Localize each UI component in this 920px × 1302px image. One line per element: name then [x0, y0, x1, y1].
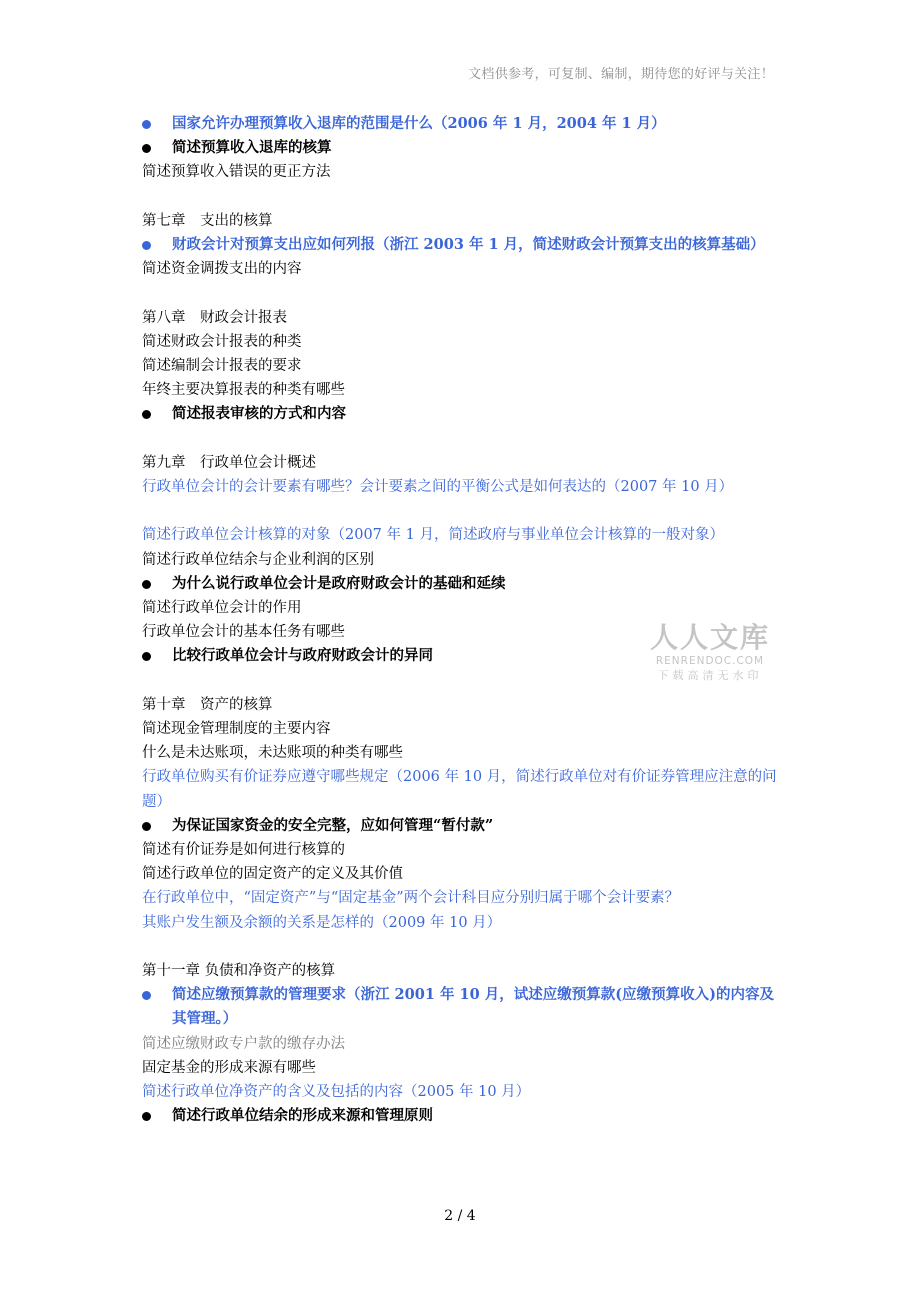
bullet-icon [142, 410, 151, 419]
list-item: 为什么说行政单位会计是政府财政会计的基础和延续 [142, 572, 782, 596]
chapter-heading: 第七章 支出的核算 [142, 212, 273, 229]
chapter-heading: 第九章 行政单位会计概述 [142, 454, 316, 471]
page-number: 2 / 4 [444, 1208, 476, 1224]
list-item: 简述行政单位净资产的含义及包括的内容（2005 年 10 月） [142, 1084, 531, 1101]
list-item: 简述有价证券是如何进行核算的 [142, 842, 345, 859]
list-item: 行政单位会计的基本任务有哪些 [142, 624, 345, 641]
watermark-url: RENRENDOC.COM [655, 655, 765, 667]
list-item: 简述现金管理制度的主要内容 [142, 721, 331, 737]
list-item: 简述行政单位结余的形成来源和管理原则 [142, 1104, 782, 1128]
list-item: 简述应缴预算款的管理要求（浙江 2001 年 10 月，试述应缴预算款(应缴预算收入)的内容及其管理。） [142, 983, 782, 1031]
watermark-subtitle: 下载高清无水印 [657, 669, 763, 682]
list-item: 行政单位会计的会计要素有哪些？会计要素之间的平衡公式是如何表达的（2007 年 10 月） [142, 479, 734, 495]
bullet-icon [142, 144, 151, 153]
list-item: 财政会计对预算支出应如何列报（浙江 2003 年 1 月，简述财政会计预算支出的核算基础） [142, 233, 782, 257]
bullet-icon [142, 241, 151, 250]
list-item: 简述应缴财政专户款的缴存办法 [142, 1035, 345, 1052]
list-item: 简述行政单位会计核算的对象（2007 年 1 月，简述政府与事业单位会计核算的一般对象） [142, 527, 724, 544]
chapter-heading: 第八章 财政会计报表 [142, 309, 287, 326]
watermark-logo [648, 622, 772, 684]
list-item: 简述预算收入退库的核算 [142, 136, 782, 160]
list-item: 在行政单位中，“固定资产”与“固定基金”两个会计科目应分别归属于哪个会计要素？ [142, 890, 680, 907]
list-item: 简述编制会计报表的要求 [142, 358, 302, 374]
chapter-heading: 第十一章 负债和净资产的核算 [142, 963, 336, 980]
header-note: 文档供参考，可复制、编制，期待您的好评与关注！ [468, 67, 774, 82]
list-item: 简述行政单位结余与企业利润的区别 [142, 551, 374, 568]
list-item: 年终主要决算报表的种类有哪些 [142, 382, 345, 399]
chapter-heading: 第十章 资产的核算 [142, 696, 273, 713]
list-item: 简述预算收入错误的更正方法 [142, 164, 331, 181]
list-item: 简述资金调拨支出的内容 [142, 261, 302, 278]
bullet-icon [142, 580, 151, 589]
list-item: 其账户发生额及余额的关系是怎样的（2009 年 10 月） [142, 914, 502, 931]
list-item: 简述报表审核的方式和内容 [142, 402, 782, 426]
list-item: 固定基金的形成来源有哪些 [142, 1059, 316, 1076]
list-item: 简述行政单位的固定资产的定义及其价值 [142, 866, 403, 883]
list-item: 什么是未达账项，未达账项的种类有哪些 [142, 745, 403, 762]
watermark-title: 人人文库 [649, 621, 770, 654]
list-item: 为保证国家资金的安全完整，应如何管理“暂付款” [142, 814, 782, 838]
list-item: 比较行政单位会计与政府财政会计的异同 [142, 644, 782, 668]
bullet-icon [142, 822, 151, 831]
list-item: 国家允许办理预算收入退库的范围是什么（2006 年 1 月，2004 年 1 月） [142, 112, 782, 136]
bullet-icon [142, 991, 151, 1000]
list-item: 简述财政会计报表的种类 [142, 333, 302, 350]
list-item: 简述行政单位会计的作用 [142, 600, 302, 616]
bullet-icon [142, 1112, 151, 1121]
bullet-icon [142, 120, 151, 129]
list-item: 行政单位购买有价证券应遵守哪些规定（2006 年 10 月，简述行政单位对有价证券管理应注意的问题） [142, 769, 777, 810]
bullet-icon [142, 652, 151, 661]
